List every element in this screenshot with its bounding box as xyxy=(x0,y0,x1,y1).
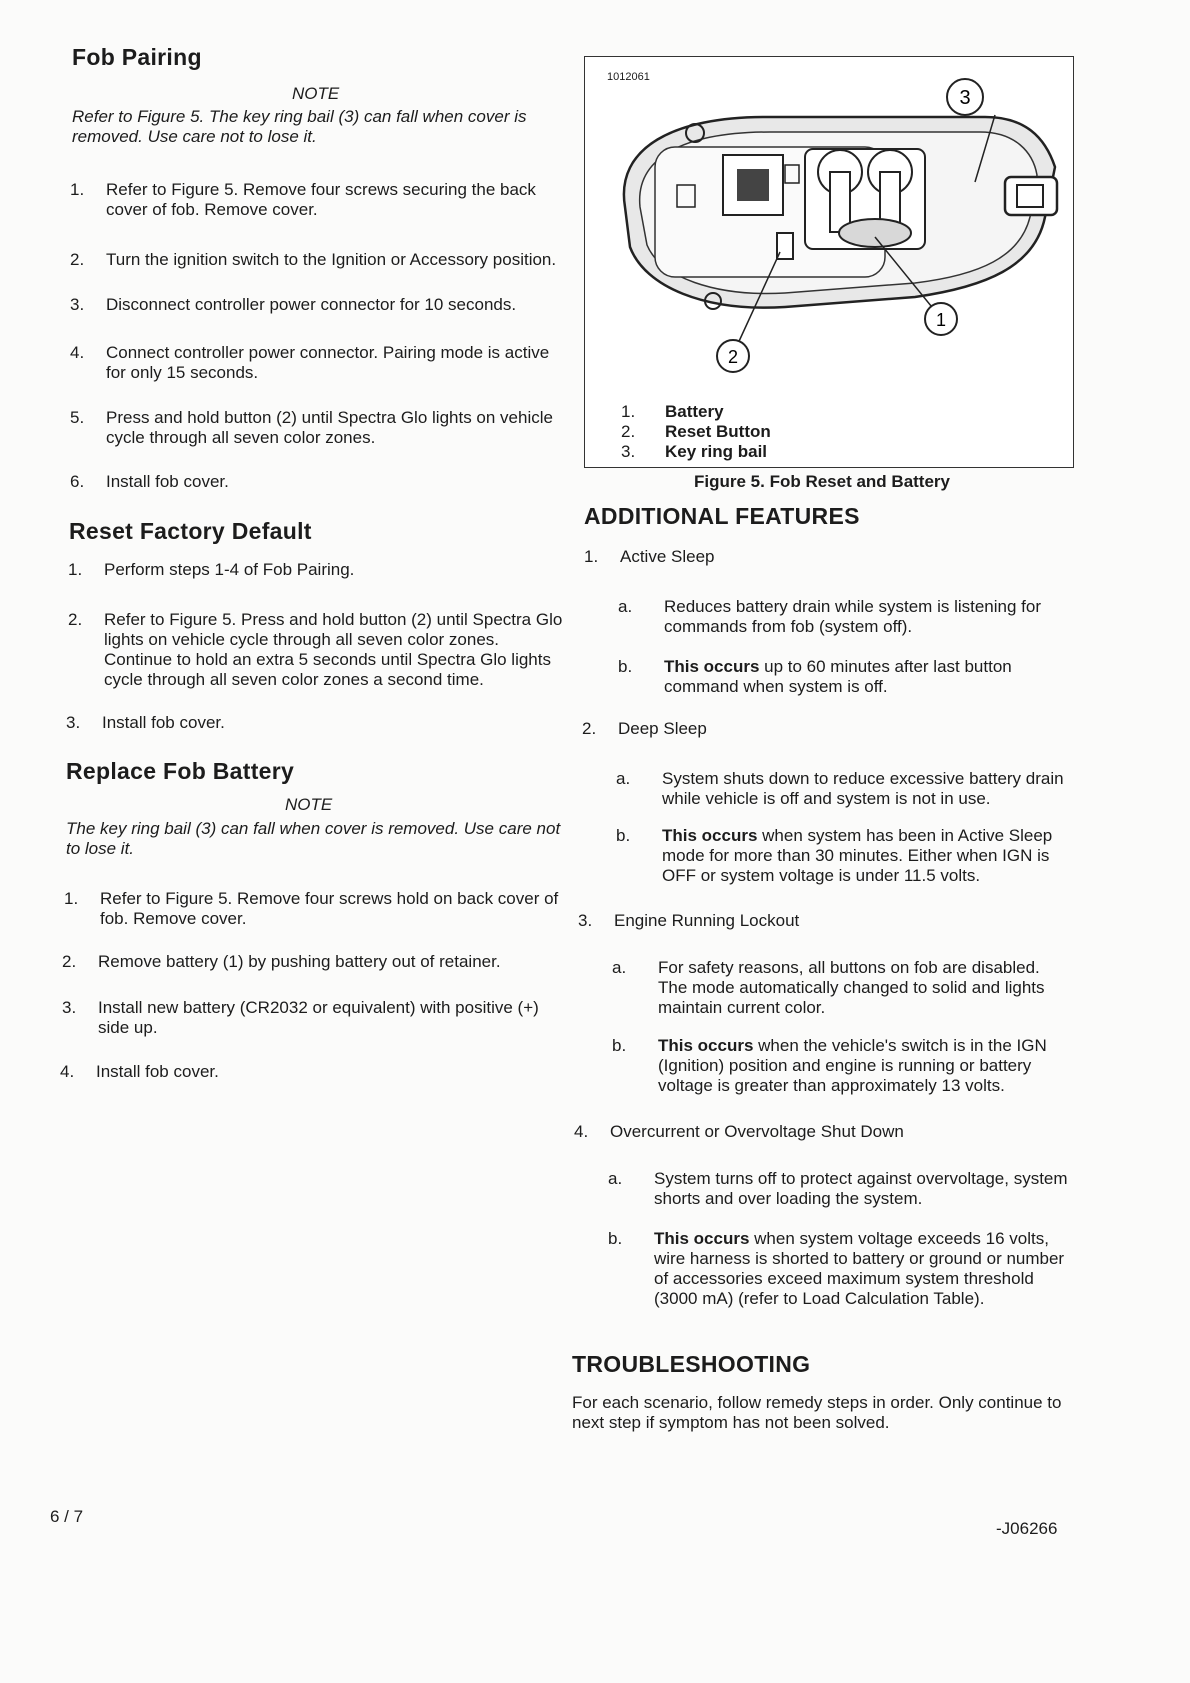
list-item: 4. Install fob cover. xyxy=(60,1062,219,1081)
page-number: 6 / 7 xyxy=(50,1507,84,1526)
feature-subitem: b. This occurs when system voltage exceeds 16 volts, wire harness is shorted to battery or ground or number of accessories exceed maximum system threshold (3000 mA) (refer to Load Calculation Table). xyxy=(608,1229,1065,1308)
figure-id: 1012061 xyxy=(607,71,650,83)
feature-subitem: a. System shuts down to reduce excessive battery drain while vehicle is off and system is not in use. xyxy=(616,769,1064,808)
feature-subitem: b. This occurs when system has been in Active Sleep mode for more than 30 minutes. Either when IGN is OFF or system voltage is under 11.5 volts. xyxy=(616,826,1053,885)
feature-subitem: b. This occurs up to 60 minutes after last button command when system is off. xyxy=(618,657,1012,696)
callout-2: 2 xyxy=(727,347,739,367)
fob-diagram xyxy=(585,57,1073,397)
troubleshooting-heading: TROUBLESHOOTING xyxy=(572,1351,811,1377)
document-id: -J06266 xyxy=(996,1519,1058,1538)
figure-caption: Figure 5. Fob Reset and Battery xyxy=(694,472,950,491)
list-item: 3. Install fob cover. xyxy=(66,713,225,732)
feature-item: 4. Overcurrent or Overvoltage Shut Down xyxy=(574,1122,904,1141)
additional-features-heading: ADDITIONAL FEATURES xyxy=(584,503,860,529)
note-label: NOTE xyxy=(292,84,340,103)
list-item: 2. Turn the ignition switch to the Ignition or Accessory position. xyxy=(70,250,557,269)
list-item: 4. Connect controller power connector. Pairing mode is active for only 15 seconds. xyxy=(70,343,550,382)
figure-5 xyxy=(584,56,1074,468)
note-label: NOTE xyxy=(285,795,333,814)
list-item: 3. Disconnect controller power connector for 10 seconds. xyxy=(70,295,517,314)
feature-item: 2. Deep Sleep xyxy=(582,719,707,738)
legend-item: 3. Key ring bail xyxy=(621,442,768,461)
fob-pairing-heading: Fob Pairing xyxy=(72,44,202,70)
legend-item: 1. Battery xyxy=(621,402,724,421)
list-item: 5. Press and hold button (2) until Spectra Glo lights on vehicle cycle through all seven color zones. xyxy=(70,408,553,447)
feature-subitem: a. For safety reasons, all buttons on fob are disabled. The mode automatically changed to solid and lights maintain current color. xyxy=(612,958,1045,1017)
callout-1: 1 xyxy=(935,310,947,330)
note-text: Refer to Figure 5. The key ring bail (3) can fall when cover is removed. Use care not to lose it. xyxy=(72,107,527,146)
feature-item: 3. Engine Running Lockout xyxy=(578,911,800,930)
list-item: 3. Install new battery (CR2032 or equivalent) with positive (+) side up. xyxy=(62,998,539,1037)
callout-3: 3 xyxy=(959,87,971,109)
troubleshooting-text: For each scenario, follow remedy steps in order. Only continue to next step if symptom has not been solved. xyxy=(572,1393,1062,1432)
feature-subitem: a. System turns off to protect against overvoltage, system shorts and over loading the system. xyxy=(608,1169,1068,1208)
list-item: 2. Remove battery (1) by pushing battery out of retainer. xyxy=(62,952,501,971)
reset-factory-heading: Reset Factory Default xyxy=(69,518,312,544)
figure-legend xyxy=(621,402,771,462)
list-item: 6. Install fob cover. xyxy=(70,472,229,491)
list-item: 1. Refer to Figure 5. Remove four screws hold on back cover of fob. Remove cover. xyxy=(64,889,559,928)
note-text: The key ring bail (3) can fall when cover is removed. Use care not to lose it. xyxy=(66,819,561,858)
feature-subitem: a. Reduces battery drain while system is listening for commands from fob (system off). xyxy=(618,597,1041,636)
list-item: 1. Perform steps 1-4 of Fob Pairing. xyxy=(68,560,355,579)
feature-subitem: b. This occurs when the vehicle's switch is in the IGN (Ignition) position and engine is running or battery voltage is greater than approximately 13 volts. xyxy=(612,1036,1047,1095)
feature-item: 1. Active Sleep xyxy=(584,547,715,566)
list-item: 1. Refer to Figure 5. Remove four screws securing the back cover of fob. Remove cover. xyxy=(70,180,536,219)
list-item: 2. Refer to Figure 5. Press and hold button (2) until Spectra Glo lights on vehicle cycle through all seven color zones. Continue to hold an extra 5 seconds until Spectra Glo lights cycle through all seven color zones a second time. xyxy=(68,610,563,689)
legend-item: 2. Reset Button xyxy=(621,422,771,441)
replace-battery-heading: Replace Fob Battery xyxy=(66,758,295,784)
battery-icon xyxy=(839,219,911,247)
